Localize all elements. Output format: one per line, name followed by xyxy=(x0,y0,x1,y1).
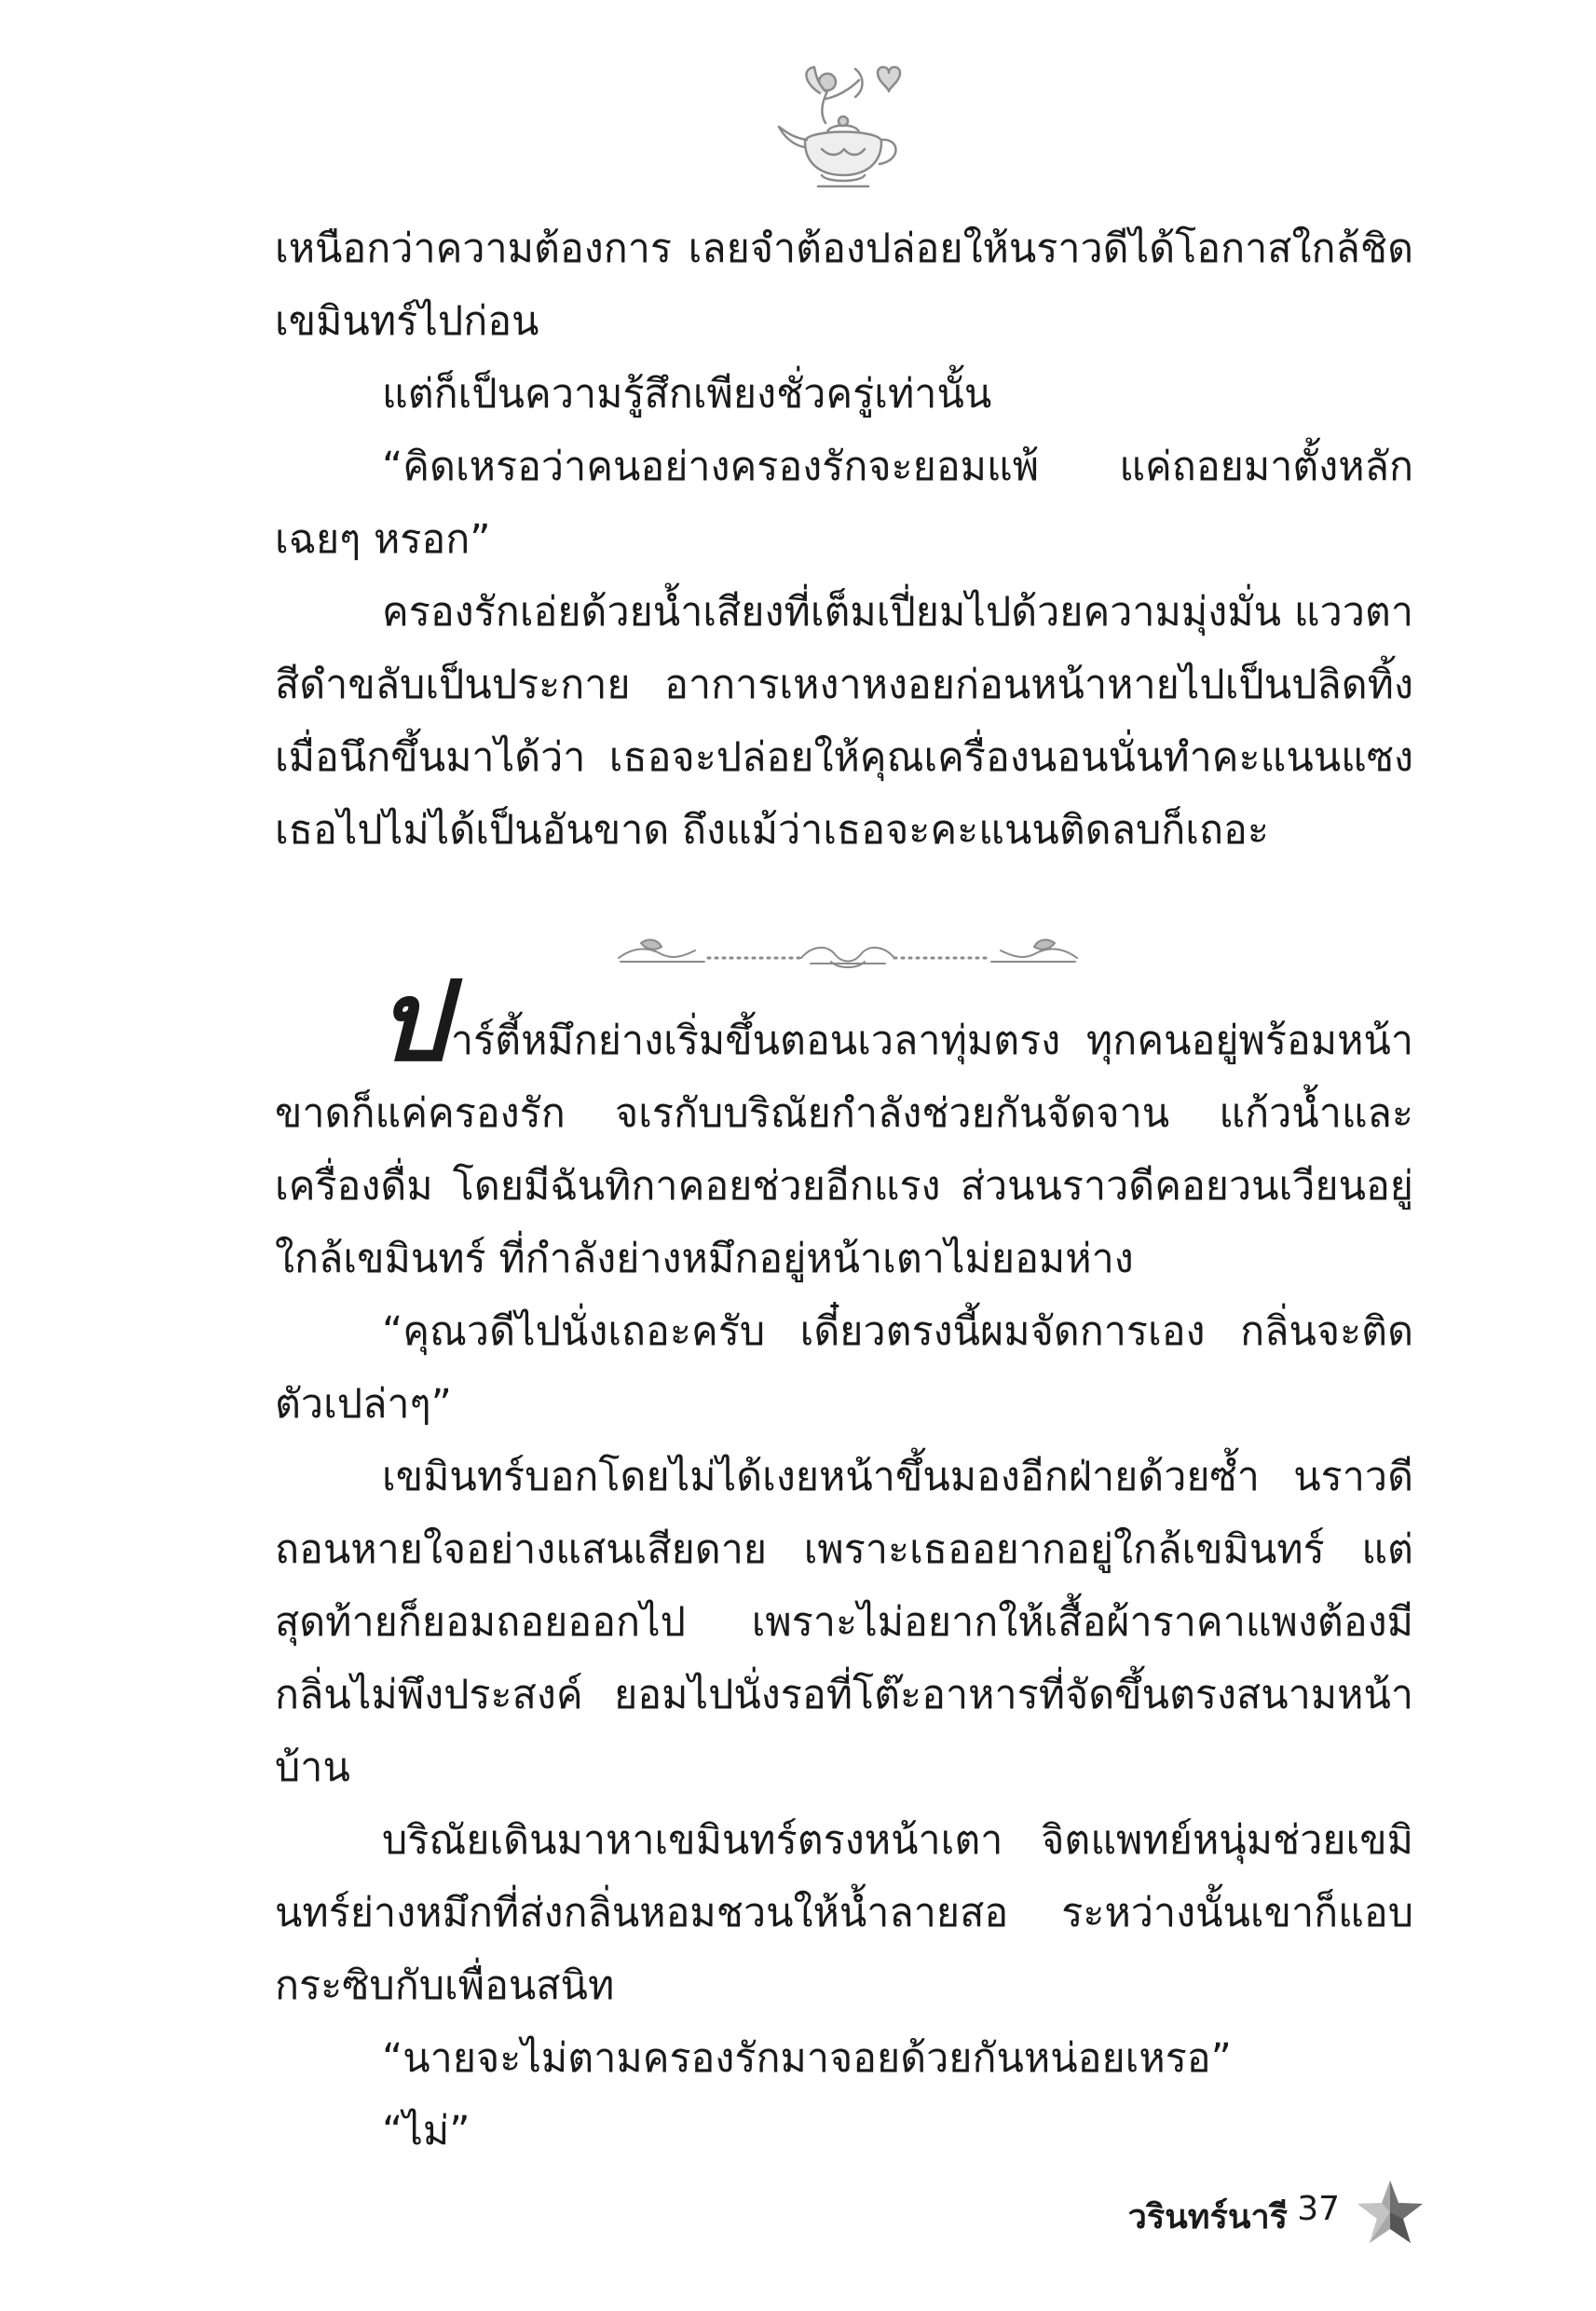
book-title: วรินทร์นารี xyxy=(1127,2198,1288,2236)
paragraph: “คิดเหรอว่าคนอย่างครองรักจะยอมแพ้ แค่ถอยมาตั้งหลักเฉยๆ หรอก” xyxy=(275,444,1413,563)
paragraph: ครองรักเอ่ยด้วยน้ำเสียงที่เต็มเปี่ยมไปด้วยความมุ่งมั่น แววตาสีดำขลับเป็นประกาย อาการเหงาหงอยก่อนหน้าหายไปเป็นปลิดทิ้ง เมื่อนึกขึ้นมาได้ว่า เธอจะปล่อยให้คุณเครื่องนอนนั่นทำคะแนนแซงเธอไปไม่ได้เป็นอันขาด ถึงแม้ว่าเธอจะคะแนนติดลบก็เถอะ xyxy=(275,589,1413,854)
body-text-top xyxy=(275,212,1413,867)
dropcap-letter: ป xyxy=(377,956,447,1086)
paragraph: บริณัยเดินมาหาเขมินทร์ตรงหน้าเตา จิตแพทย์หนุ่มช่วยเขมินทร์ย่างหมึกที่ส่งกลิ่นหอมชวนให้น้ำลายสอ ระหว่างนั้นเขาก็แอบกระซิบกับเพื่อนสนิท xyxy=(275,1817,1413,2009)
dropcap-paragraph-text: าร์ตี้หมึกย่างเริ่มขึ้นตอนเวลาทุ่มตรง ทุกคนอยู่พร้อมหน้าขาดก็แค่ครองรัก จเรกับบริณัยกำลังช่วยกันจัดจาน แก้วน้ำและเครื่องดื่ม โดยมีฉันทิกาคอยช่วยอีกแรง ส่วนนราวดีคอยวนเวียนอยู่ใกล้เขมินทร์ ที่กำลังย่างหมึกอยู่หน้าเตาไม่ยอมห่าง xyxy=(275,1018,1413,1282)
body-text-bottom xyxy=(275,956,1413,2167)
paragraph: “ไม่” xyxy=(382,2108,471,2154)
paragraph: เขมินทร์บอกโดยไม่ได้เงยหน้าขึ้นมองอีกฝ่ายด้วยซ้ำ นราวดีถอนหายใจอย่างแสนเสียดาย เพราะเธออยากอยู่ใกล้เขมินทร์ แต่สุดท้ายก็ยอมถอยออกไป เพราะไม่อยากให้เสื้อผ้าราคาแพงต้องมีกลิ่นไม่พึงประสงค์ ยอมไปนั่งรอที่โต๊ะอาหารที่จัดขึ้นตรงสนามหน้าบ้าน xyxy=(275,1454,1413,1791)
paragraph: “นายจะไม่ตามครองรักมาจอยด้วยกันหน่อยเหรอ” xyxy=(382,2035,1232,2082)
page-footer xyxy=(1071,2177,1425,2251)
dropcap-paragraph xyxy=(275,956,1413,1295)
paragraph: เหนือกว่าความต้องการ เลยจำต้องปล่อยให้นราวดีได้โอกาสใกล้ชิดเขมินทร์ไปก่อน xyxy=(275,226,1413,345)
scroll-divider-icon xyxy=(615,930,1081,973)
star-icon xyxy=(1355,2177,1425,2248)
cupid-teapot-icon xyxy=(773,56,913,205)
page-number: 37 xyxy=(1297,2190,1340,2228)
paragraph: “คุณวดีไปนั่งเถอะครับ เดี๋ยวตรงนี้ผมจัดการเอง กลิ่นจะติดตัวเปล่าๆ” xyxy=(275,1308,1413,1428)
paragraph: แต่ก็เป็นความรู้สึกเพียงชั่วครู่เท่านั้น xyxy=(382,371,992,417)
